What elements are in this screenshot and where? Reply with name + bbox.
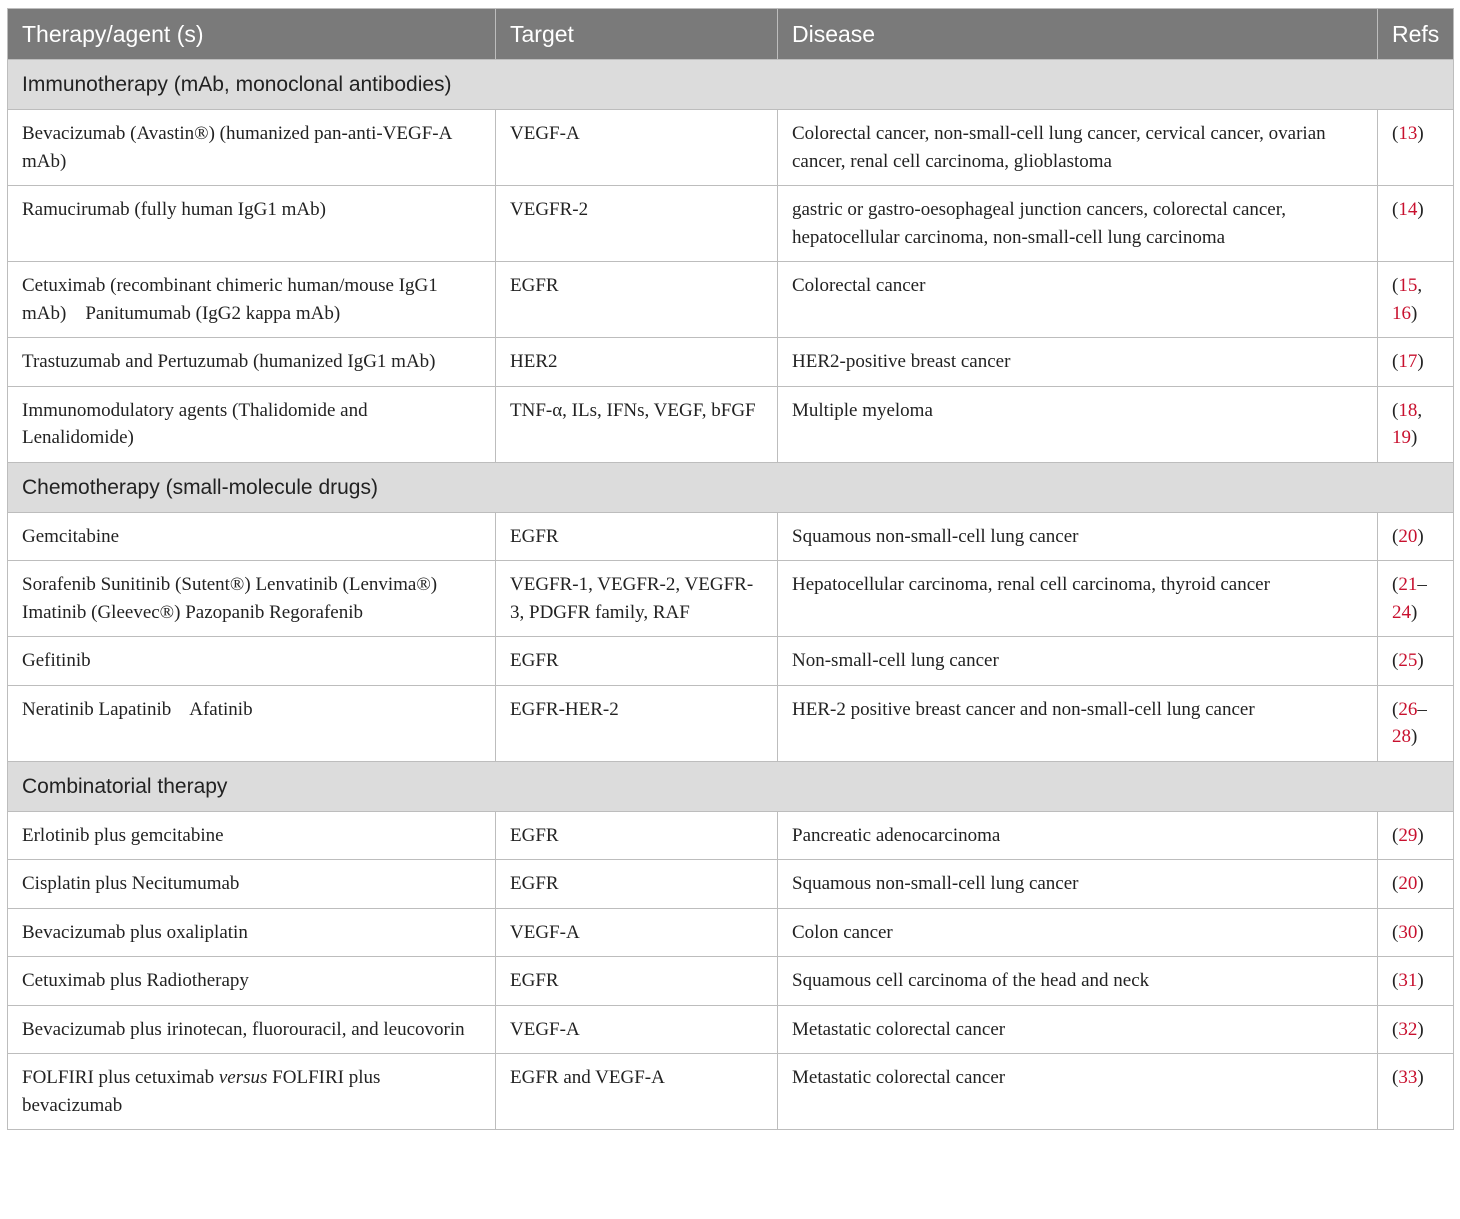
- table-row: [8, 110, 1454, 186]
- target-cell: EGFR: [496, 512, 778, 561]
- therapy-table: [7, 8, 1454, 1130]
- refs-cell: (18, 19): [1378, 386, 1454, 462]
- refs-cell: (14): [1378, 186, 1454, 262]
- table-row: [8, 908, 1454, 957]
- section-row: [8, 60, 1454, 110]
- target-cell: VEGFR-2: [496, 186, 778, 262]
- therapy-cell: Erlotinib plus gemcitabine: [8, 811, 496, 860]
- header-target: Target: [496, 9, 778, 60]
- therapy-cell: Cisplatin plus Necitumumab: [8, 860, 496, 909]
- target-cell: EGFR: [496, 957, 778, 1006]
- target-cell: VEGF-A: [496, 110, 778, 186]
- therapy-cell: Cetuximab (recombinant chimeric human/mouse IgG1 mAb) Panitumumab (IgG2 kappa mAb): [8, 262, 496, 338]
- refs-cell: (17): [1378, 338, 1454, 387]
- refs-cell: (33): [1378, 1054, 1454, 1130]
- table-header: [8, 9, 1454, 60]
- ref-link[interactable]: 16: [1392, 302, 1411, 324]
- section-title: Chemotherapy (small-molecule drugs): [8, 462, 1454, 512]
- refs-cell: (30): [1378, 908, 1454, 957]
- target-cell: HER2: [496, 338, 778, 387]
- therapy-cell: Bevacizumab (Avastin®) (humanized pan-anti-VEGF-A mAb): [8, 110, 496, 186]
- ref-link[interactable]: 29: [1398, 824, 1418, 846]
- ref-link[interactable]: 20: [1398, 525, 1418, 547]
- refs-cell: (26–28): [1378, 685, 1454, 761]
- disease-cell: Colon cancer: [778, 908, 1378, 957]
- table-row: [8, 512, 1454, 561]
- target-cell: EGFR and VEGF-A: [496, 1054, 778, 1130]
- target-cell: EGFR: [496, 637, 778, 686]
- disease-cell: Colorectal cancer, non-small-cell lung cancer, cervical cancer, ovarian cancer, renal cell carcinoma, glioblastoma: [778, 110, 1378, 186]
- ref-link[interactable]: 20: [1398, 873, 1418, 894]
- refs-cell: (13): [1378, 110, 1454, 186]
- refs-cell: (21–24): [1378, 561, 1454, 637]
- therapy-cell: FOLFIRI plus cetuximab versus FOLFIRI plus bevacizumab: [8, 1054, 496, 1130]
- refs-cell: (32): [1378, 1005, 1454, 1054]
- target-cell: VEGF-A: [496, 908, 778, 957]
- disease-cell: HER-2 positive breast cancer and non-small-cell lung cancer: [778, 685, 1378, 761]
- ref-link[interactable]: 17: [1398, 351, 1418, 372]
- ref-link[interactable]: 21: [1398, 574, 1418, 595]
- table-body: [8, 60, 1454, 1130]
- table-row: [8, 1005, 1454, 1054]
- header-refs: Refs: [1378, 9, 1454, 60]
- ref-link[interactable]: 30: [1398, 921, 1418, 943]
- table-row: [8, 386, 1454, 462]
- refs-cell: (25): [1378, 637, 1454, 686]
- therapy-cell: Gefitinib: [8, 637, 496, 686]
- therapy-cell: Gemcitabine: [8, 512, 496, 561]
- therapy-cell: Sorafenib Sunitinib (Sutent®) Lenvatinib (Lenvima®) Imatinib (Gleevec®) Pazopanib Regorafenib: [8, 561, 496, 637]
- disease-cell: Non-small-cell lung cancer: [778, 637, 1378, 686]
- therapy-cell: Bevacizumab plus oxaliplatin: [8, 908, 496, 957]
- therapy-cell: Cetuximab plus Radiotherapy: [8, 957, 496, 1006]
- disease-cell: Colorectal cancer: [778, 262, 1378, 338]
- ref-link[interactable]: 28: [1392, 726, 1411, 747]
- refs-cell: (20): [1378, 860, 1454, 909]
- section-title: Combinatorial therapy: [8, 761, 1454, 811]
- target-cell: TNF-α, ILs, IFNs, VEGF, bFGF: [496, 386, 778, 462]
- table-row: [8, 637, 1454, 686]
- table-row: [8, 811, 1454, 860]
- disease-cell: Hepatocellular carcinoma, renal cell carcinoma, thyroid cancer: [778, 561, 1378, 637]
- refs-cell: (31): [1378, 957, 1454, 1006]
- disease-cell: Squamous cell carcinoma of the head and neck: [778, 957, 1378, 1006]
- ref-link[interactable]: 19: [1392, 427, 1411, 448]
- italic-text: versus: [218, 1067, 268, 1088]
- table-row: [8, 685, 1454, 761]
- ref-link[interactable]: 14: [1398, 199, 1418, 220]
- header-disease: Disease: [778, 9, 1378, 60]
- header-therapy: Therapy/agent (s): [8, 9, 496, 60]
- table-row: [8, 338, 1454, 387]
- disease-cell: HER2-positive breast cancer: [778, 338, 1378, 387]
- ref-link[interactable]: 33: [1398, 1067, 1418, 1088]
- section-title: Immunotherapy (mAb, monoclonal antibodies): [8, 60, 1454, 110]
- disease-cell: Metastatic colorectal cancer: [778, 1054, 1378, 1130]
- table-row: [8, 561, 1454, 637]
- refs-cell: (29): [1378, 811, 1454, 860]
- target-cell: VEGFR-1, VEGFR-2, VEGFR-3, PDGFR family, RAF: [496, 561, 778, 637]
- ref-link[interactable]: 24: [1392, 601, 1411, 623]
- table-row: [8, 860, 1454, 909]
- ref-link[interactable]: 32: [1398, 1018, 1418, 1040]
- disease-cell: Pancreatic adenocarcinoma: [778, 811, 1378, 860]
- ref-link[interactable]: 31: [1398, 970, 1418, 991]
- ref-link[interactable]: 15: [1398, 275, 1418, 296]
- target-cell: VEGF-A: [496, 1005, 778, 1054]
- disease-cell: gastric or gastro-oesophageal junction cancers, colorectal cancer, hepatocellular carcinoma, non-small-cell lung carcinoma: [778, 186, 1378, 262]
- section-row: [8, 462, 1454, 512]
- refs-cell: (20): [1378, 512, 1454, 561]
- disease-cell: Squamous non-small-cell lung cancer: [778, 512, 1378, 561]
- therapy-cell: Bevacizumab plus irinotecan, fluorouracil, and leucovorin: [8, 1005, 496, 1054]
- therapy-cell: Immunomodulatory agents (Thalidomide and Lenalidomide): [8, 386, 496, 462]
- therapy-cell: Ramucirumab (fully human IgG1 mAb): [8, 186, 496, 262]
- disease-cell: Metastatic colorectal cancer: [778, 1005, 1378, 1054]
- table-row: [8, 262, 1454, 338]
- target-cell: EGFR: [496, 860, 778, 909]
- therapy-cell: Trastuzumab and Pertuzumab (humanized IgG1 mAb): [8, 338, 496, 387]
- table-row: [8, 957, 1454, 1006]
- therapy-cell: Neratinib Lapatinib Afatinib: [8, 685, 496, 761]
- target-cell: EGFR-HER-2: [496, 685, 778, 761]
- target-cell: EGFR: [496, 811, 778, 860]
- disease-cell: Multiple myeloma: [778, 386, 1378, 462]
- disease-cell: Squamous non-small-cell lung cancer: [778, 860, 1378, 909]
- refs-cell: (15, 16): [1378, 262, 1454, 338]
- target-cell: EGFR: [496, 262, 778, 338]
- table-row: [8, 1054, 1454, 1130]
- ref-link[interactable]: 13: [1398, 123, 1418, 144]
- ref-link[interactable]: 18: [1398, 399, 1418, 421]
- ref-link[interactable]: 25: [1398, 650, 1418, 671]
- section-row: [8, 761, 1454, 811]
- ref-link[interactable]: 26: [1398, 698, 1418, 720]
- table-row: [8, 186, 1454, 262]
